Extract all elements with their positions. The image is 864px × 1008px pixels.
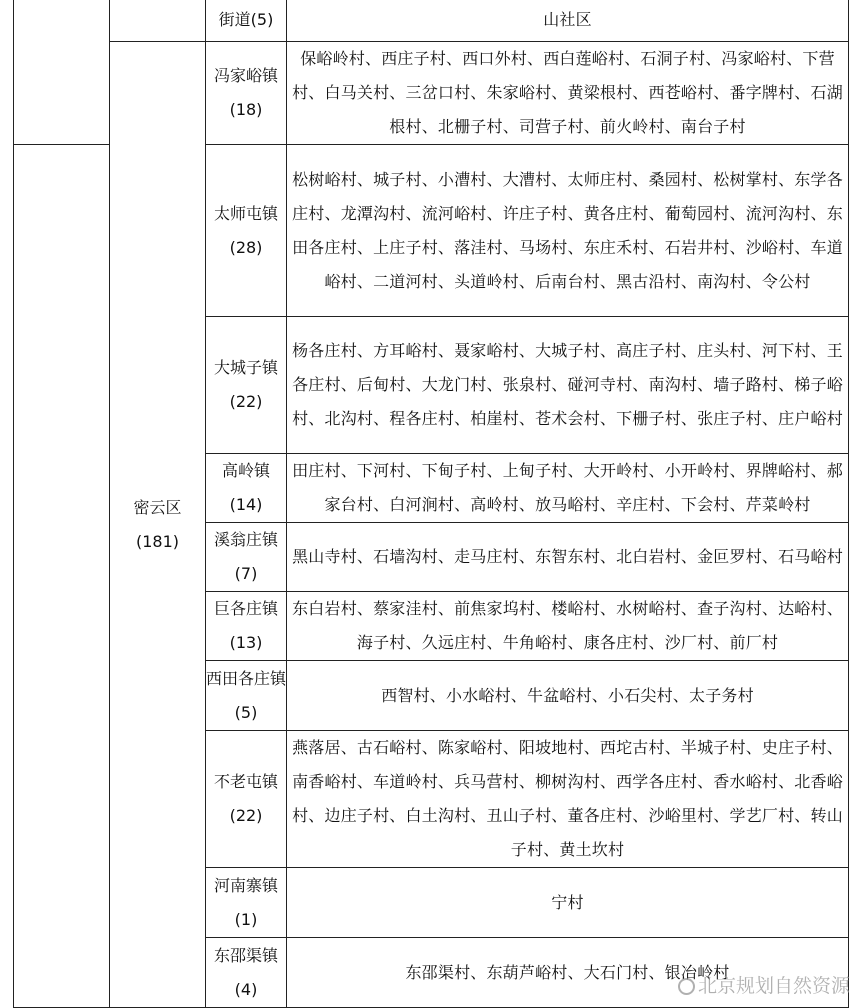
table-row <box>14 42 849 145</box>
villages-cell: 杨各庄村、方耳峪村、聂家峪村、大城子村、高庄子村、庄头村、河下村、王各庄村、后甸村、大龙门村、张泉村、碰河寺村、南沟村、墙子路村、梯子峪村、北沟村、程各庄村、柏崖村、苍术会村、下栅子村、张庄子村、庄户峪村 <box>287 317 849 454</box>
blank-left-cell <box>14 0 110 145</box>
district-cell <box>110 42 206 1008</box>
town-cell: 溪翁庄镇(7) <box>206 523 287 592</box>
town-cell: 西田各庄镇(5) <box>206 661 287 731</box>
villages-cell: 宁村 <box>287 868 849 938</box>
villages-cell: 燕落居、古石峪村、陈家峪村、阳坡地村、西坨古村、半城子村、史庄子村、南香峪村、车道岭村、兵马营村、柳树沟村、西学各庄村、香水峪村、北香峪村、边庄子村、白土沟村、丑山子村、董各庄村、沙峪里村、学艺厂村、转山子村、黄土坎村 <box>287 731 849 868</box>
town-cell: 大城子镇(22) <box>206 317 287 454</box>
villages-cell: 黑山寺村、石墙沟村、走马庄村、东智东村、北白岩村、金叵罗村、石马峪村 <box>287 523 849 592</box>
villages-cell: 东邵渠村、东葫芦峪村、大石门村、银冶岭村 <box>287 938 849 1008</box>
district-count: (181) <box>135 531 180 551</box>
villages-cell: 田庄村、下河村、下甸子村、上甸子村、大开岭村、小开岭村、界牌峪村、郝家台村、白河涧村、高岭村、放马峪村、辛庄村、下会村、芹菜岭村 <box>287 454 849 523</box>
villages-cell: 保峪岭村、西庄子村、西口外村、西白莲峪村、石洞子村、冯家峪村、下营村、白马关村、三岔口村、朱家峪村、黄梁根村、西苍峪村、番字牌村、石湖根村、北栅子村、司营子村、前火岭村、南台子村 <box>287 42 849 145</box>
villages-table <box>13 0 849 1008</box>
town-cell: 冯家峪镇(18) <box>206 42 287 145</box>
watermark-text: 北京规划自然资源 <box>697 975 850 997</box>
villages-cell: 东白岩村、蔡家洼村、前焦家坞村、楼峪村、水树峪村、查子沟村、达峪村、海子村、久远庄村、牛角峪村、康各庄村、沙厂村、前厂村 <box>287 592 849 661</box>
district-name: 密云区 <box>133 497 182 517</box>
villages-cell: 松树峪村、城子村、小漕村、大漕村、太师庄村、桑园村、松树掌村、东学各庄村、龙潭沟村、流河峪村、许庄子村、黄各庄村、葡萄园村、流河沟村、东田各庄村、上庄子村、落洼村、马场村、东庄禾村、石岩井村、沙峪村、车道峪村、二道河村、头道岭村、后南台村、黑古沿村、南沟村、令公村 <box>287 145 849 317</box>
table-row <box>14 0 849 42</box>
watermark <box>678 971 850 998</box>
villages-cell: 山社区 <box>287 0 849 42</box>
blank-district-cell <box>110 0 206 42</box>
town-cell: 东邵渠镇(4) <box>206 938 287 1008</box>
town-cell: 太师屯镇(28) <box>206 145 287 317</box>
town-cell: 河南寨镇(1) <box>206 868 287 938</box>
blank-left-cell <box>14 145 110 1008</box>
weibo-logo-icon <box>678 978 695 995</box>
town-cell: 不老屯镇(22) <box>206 731 287 868</box>
town-cell: 巨各庄镇(13) <box>206 592 287 661</box>
villages-cell: 西智村、小水峪村、牛盆峪村、小石尖村、太子务村 <box>287 661 849 731</box>
town-cell: 街道(5) <box>206 0 287 42</box>
town-cell: 高岭镇(14) <box>206 454 287 523</box>
